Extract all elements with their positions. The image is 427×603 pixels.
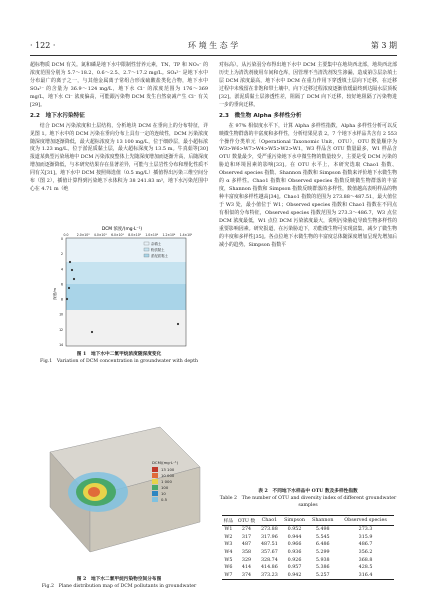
table-cell: 414 — [241, 565, 252, 571]
figure-2-caption — [30, 577, 208, 591]
layer-muddy-clay — [66, 284, 186, 310]
x-tick-label: 1.0×10⁴ — [145, 233, 159, 237]
legend-label: 杂填土 — [151, 242, 162, 246]
scale-tick: 100 — [161, 485, 169, 490]
y-tick-label: 4 — [61, 267, 63, 272]
x-tick-label: 1.2×10⁴ — [162, 233, 176, 237]
table-cell: 357.67 — [260, 550, 278, 556]
scale-title: DCM/(mg·L⁻¹) — [152, 460, 179, 465]
scale-tick: 13 100 — [161, 467, 175, 472]
running-header — [30, 38, 397, 52]
table-cell: W1 — [224, 527, 233, 533]
table-cell: 486.7 — [358, 542, 373, 548]
y-tick-label: 12 — [59, 327, 63, 332]
table-cell: 5.498 — [315, 527, 330, 533]
journal-title: 环 境 生 态 学 — [188, 40, 239, 50]
table-cell: W5 — [224, 557, 233, 563]
table-cell: 373.23 — [258, 572, 280, 580]
legend-label: 粉质黏土 — [151, 248, 165, 252]
x-tick-label: 4.0×10³ — [93, 233, 107, 237]
figure-1-depth-profile — [52, 224, 192, 348]
table-cell: 6.486 — [315, 542, 330, 548]
table-cell: 414.86 — [260, 565, 278, 571]
table-cell: 0.944 — [287, 534, 302, 540]
legend-label: 淤泥质黏土 — [151, 254, 168, 258]
layer-fine-sand — [66, 310, 186, 346]
table-cell: 329 — [241, 557, 252, 563]
scale-tick: 10 — [161, 491, 166, 496]
table-cell: 317 — [241, 534, 252, 540]
table-cell: 0.942 — [281, 572, 309, 580]
table-cell: 5.257 — [308, 572, 337, 580]
paragraph: 在 97% 相似度水平下，计算 Alpha 多样性指数，Alpha 多样性分析可以反映微生物群落的丰富度和多样性，分析结果见表 2。7 个地下水样品共含有 2 553 个操作分类单元（Operational Taxonomic Unit，OTU），OTU 数量顺序为 W3>W6>W7>W4>W5>W2>W1，W3 样品含 OTU 数量最多，W1 样品含 OTU 数量最少，受严重污染地下水中微生物的数量较少，主要是受 DCM 污染的胁迫和环境因素的影响[33]。在 OTU 水平上，本研究选取 Chao1 指数、Observed species 指数、Shannon 指数和 Simpson 指数来评价地下水微生物的 α 多样性。Chao1 指数和 Observed species 指数反映微生物群落的丰富度，Shannon 指数和 Simpson 指数反映群落的多样性，数值越高表明样品的物种丰富度和多样性越高[34]。Chao1 指数的范围为 273.88～487.51，最大值位于 W3 处，最小值位于 W1；Observed species 指数和 Chao1 指数在不同点有相似的分布特征，Observed species 指数范围为 273.3～486.7，W3 点位 DCM 浓度最低，W1 点位 DCM 污染浓度最大，说明污染胁迫导致生物多样性的重要影响因素。研究报道，在污染胁迫下，功能微生物可实现富集，减少了微生物的丰度和多样性[35]。各点位地下水微生物的丰富度总体随深度增加呈现先增加后减小的趋势。Simpson 指数平 — [219, 122, 397, 248]
table-cell: 487 — [241, 542, 252, 548]
col-header: Shannon — [308, 516, 337, 526]
table-row — [222, 541, 394, 549]
table-cell: W2 — [224, 534, 233, 540]
layer-fill — [66, 238, 186, 262]
y-tick-label: 10 — [59, 312, 63, 317]
table-cell: 273.3 — [358, 527, 373, 533]
caption-en: Fig.1 Variation of DCM concentration in groundwater with depth — [40, 358, 198, 364]
y-tick-label: 14 — [59, 343, 63, 347]
x-tick-label: 0.0 — [63, 233, 69, 237]
table-cell: 368.8 — [358, 557, 373, 563]
svg-text:深度/m: 深度/m — [53, 288, 57, 300]
layer-silty-clay — [66, 262, 186, 284]
table-cell: W4 — [224, 550, 233, 556]
paragraph: 对标高）。从污染羽分布得出地下水中 DCM 主要集中在地块西北部，地块西北部历史上为清洗剂使用车间和仓库，因管理不当清洗剂发生渗漏，造成第⑤层杂填土层 DCM 浓度最高，地下水中 DCM 在重力作用下穿透填土层向下迁移，在迁移过程中未残留在非饱和带土壤中，向下迁移过程浓度逐渐放缓最终到达隔水层顶板[32]。淤泥质黏土层渗透性差，阻隔了 DCM 向下迁移，较好地阻隔了污染物进一步的垂向迁移。 — [219, 62, 397, 108]
table-cell: 0.936 — [287, 550, 302, 556]
table-row — [222, 526, 394, 534]
table-cell: W7 — [222, 572, 235, 580]
y-tick-label: 2 — [61, 252, 63, 257]
table-title-en: Table 2 The number of OTU and diversity index of different groundwater samples — [219, 495, 397, 508]
table-title-cn: 表 2 不同地下水样品中 OTU 数及多样性指数 — [258, 489, 358, 494]
figure-1-axis-title: DCM 浓度/(mg·L⁻¹) — [101, 227, 143, 232]
table-cell: 0.957 — [287, 565, 302, 571]
section-heading: 2.2 地下水污染特征 — [30, 112, 85, 119]
table-row — [222, 549, 394, 557]
table-cell: 428.5 — [358, 565, 373, 571]
caption-en: Fig.2 Plane distribution map of DCM pollutants in groundwater — [41, 583, 197, 589]
col-header: 样品 — [222, 516, 235, 526]
table-cell: 328.74 — [260, 557, 278, 563]
table-cell: 0.952 — [287, 527, 302, 533]
table-cell: W6 — [224, 565, 233, 571]
right-column — [219, 62, 397, 250]
table-row — [222, 556, 394, 564]
header-rule — [30, 55, 397, 56]
col-header: Observed species — [337, 516, 394, 526]
table-cell: 358 — [241, 550, 252, 556]
table-cell: 5.938 — [315, 557, 330, 563]
caption-cn: 图 2 地下水二氯甲烷污染物空间分布图 — [76, 577, 162, 582]
table-cell: W3 — [224, 542, 233, 548]
paragraph: 结合 DCM 污染浓度和土层结构，分析地块 DCM 在垂向上的分布特征，详见图 1。地下水中的 DCM 污染在垂向分布上具有一定的连续性，DCM 污染浓度随深度增加逐渐降低，最大超标浓度为 13 100 mg/L，位于细砂层，最小超标浓度为 1.23 mg/L，位于淤泥质黏土层，最大超标深度为 13.5 m。牛真茹等[30] 报道某典型污染场地中 DCM 污染浓度整体上先随深度增加而逐渐升高，后随深度增加而逐渐降低，与本研究结果存在显著差异，可能与土层岩性分布和理化性质不同有关[31]。地下水中 DCM 按照筛选值（0.5 mg/L）插值得出污染三维空间分布（图 2），插值计算得到污染地下水体积为 38 241.83 m³，地下水污染范围中心在 4.71 m（绝 — [30, 122, 208, 193]
caption-cn: 图 1 地下水中二氯甲烷浓度随深度变化 — [76, 352, 162, 357]
table-cell: 5.545 — [315, 534, 330, 540]
col-header: Chao1 — [258, 516, 280, 526]
figure-2-plume-map — [40, 372, 205, 572]
table-header-row — [222, 516, 394, 526]
issue-number: 第 3 期 — [370, 40, 397, 50]
table-cell: 487.51 — [260, 542, 278, 548]
table-cell: 317.96 — [260, 534, 278, 540]
table-row — [222, 564, 394, 572]
y-tick-label: 8 — [61, 297, 63, 302]
col-header: OTU 数 — [235, 516, 258, 526]
scale-tick: 1 000 — [161, 479, 172, 484]
left-column — [30, 62, 208, 194]
table-cell: 5.299 — [315, 550, 330, 556]
x-tick-label: 2.0×10³ — [76, 233, 90, 237]
table-cell: 0.966 — [287, 542, 302, 548]
y-tick-label: 0 — [61, 237, 63, 241]
table-cell: 356.2 — [358, 550, 373, 556]
y-tick-label: 6 — [61, 282, 63, 287]
table-cell: 273.88 — [260, 527, 278, 533]
figure-1-caption — [30, 352, 208, 366]
table-cell: 0.926 — [287, 557, 302, 563]
x-tick-label: 1.4×10⁴ — [179, 233, 192, 237]
table-cell: 374 — [235, 572, 258, 580]
table-cell: 5.386 — [315, 565, 330, 571]
page-number: · 122 · — [30, 40, 56, 50]
table-2-otu-diversity — [222, 515, 394, 580]
col-header: Simpson — [281, 516, 309, 526]
section-heading: 2.3 微生物 Alpha 多样性分析 — [219, 112, 302, 119]
x-tick-label: 8.0×10³ — [128, 233, 141, 237]
table-cell: 274 — [241, 527, 252, 533]
paragraph: 超标物质 DCM 有关。氮和磷是地下水中限制性营养元素，TN、TP 和 NO₃⁻ 的浓度范围分别为 5.7～18.2、0.6～2.5、2.7～17.2 mg/L。SO₄²⁻ 是地下水中分布最广的离子之一，与其他金属离子常组合形成硫酸盐类化合物，地下水中 SO₄²⁻ 的含量为 36.9～124 mg/L，地下水 Cl⁻ 的浓度范围为 176～369 mg/L，地下水 Cl⁻ 浓度偏高，可能跟污染物 DCM 发生自然衰减产生 Cl⁻ 有关[29]。 — [30, 62, 208, 108]
scale-tick: 0.5 — [161, 497, 168, 502]
x-tick-label: 6.0×10³ — [111, 233, 124, 237]
scale-tick: 10 000 — [161, 473, 175, 478]
table-2-caption — [219, 489, 397, 509]
table-row — [222, 572, 394, 580]
table-row — [222, 534, 394, 542]
table-cell: 316.4 — [337, 572, 394, 580]
table-cell: 315.9 — [358, 534, 373, 540]
